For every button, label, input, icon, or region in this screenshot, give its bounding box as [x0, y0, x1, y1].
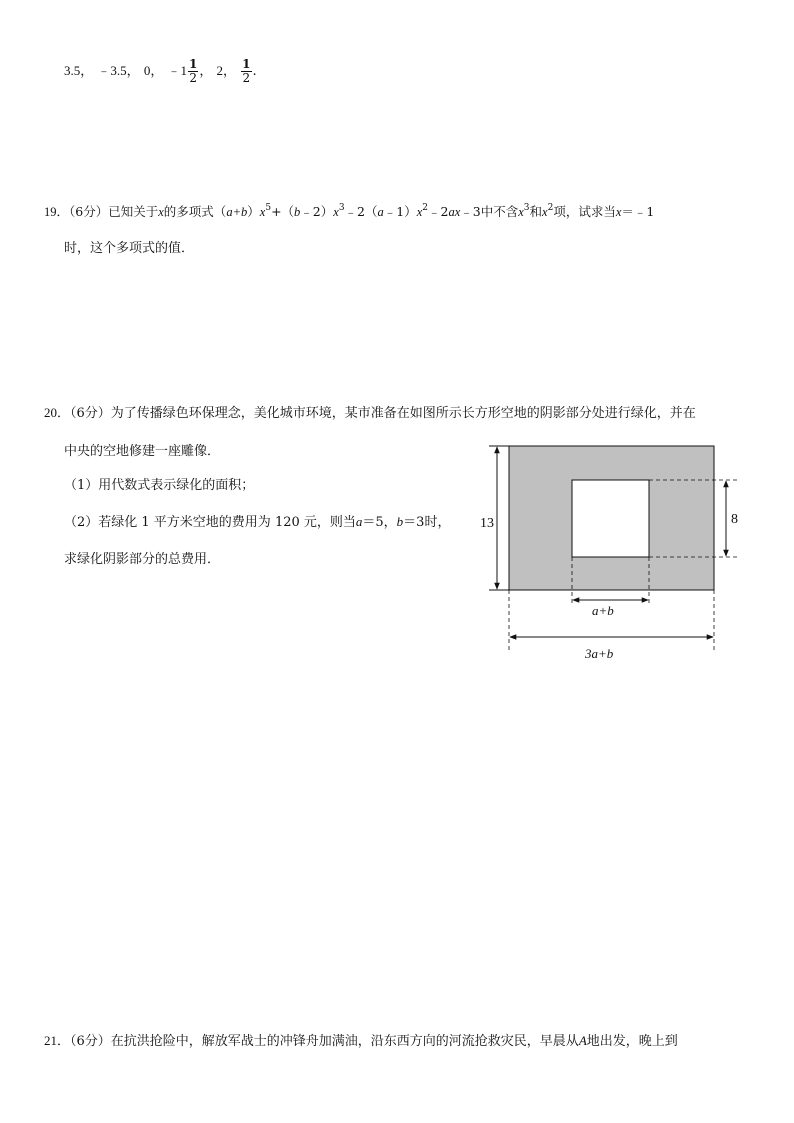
text: 在抗洪抢险中，解放军战士的冲锋舟加满油，沿东西方向的河流抢救灾民，早晨从 [110, 1034, 579, 1049]
period: . [252, 64, 257, 79]
var-a-plus-b: a+b [226, 205, 248, 219]
outer-rectangle-shaded [509, 446, 714, 590]
question-number: 20． [44, 405, 71, 420]
var-x: x [333, 205, 339, 219]
question-score: （6分） [70, 406, 111, 421]
var-ax: ax [448, 205, 461, 219]
var-x: x [259, 205, 266, 219]
text: （2）若绿化 1 平方米空地的费用为 120 元，则当 [64, 515, 356, 530]
var-x: x [615, 205, 622, 219]
var-a: a [355, 514, 363, 529]
fraction-half [188, 58, 198, 85]
separator: ， [199, 64, 213, 79]
var-b: b [294, 205, 301, 219]
text: ﹣2） [300, 204, 334, 219]
exponent: 2 [422, 203, 428, 213]
label-height-13: 13 [480, 516, 494, 531]
text: ＝﹣1 [621, 204, 655, 219]
separator: ， [150, 64, 164, 79]
q19-line-1 [44, 204, 654, 220]
text: +（ [271, 204, 295, 219]
text: ） [247, 204, 260, 219]
text: 的多项式（ [163, 204, 227, 219]
text: ＝3时， [403, 515, 451, 530]
fraction-denominator: 2 [189, 71, 197, 85]
q19-line-2: 时，这个多项式的值． [64, 241, 195, 256]
q18-answer-line [64, 58, 257, 85]
question-score: （6分） [70, 1034, 111, 1049]
q21-line-1 [44, 1033, 678, 1050]
label-inner-width: a+b [592, 603, 614, 618]
fraction-half [241, 58, 251, 85]
value-4-whole: ﹣1 [167, 63, 187, 78]
label-inner-height-8: 8 [731, 512, 738, 527]
value-2: ﹣3.5 [97, 63, 127, 78]
question-score: （6分） [69, 204, 109, 219]
separator: ， [80, 64, 94, 79]
label-outer-width: 3a+b [585, 646, 614, 661]
q20-line-1 [44, 405, 696, 422]
q20-line-2: 中央的空地修建一座雕像． [64, 444, 221, 459]
fraction-denominator: 2 [242, 71, 251, 85]
text: ﹣1） [383, 204, 417, 219]
text: ﹣2（ [344, 204, 378, 219]
exponent: 3 [338, 203, 345, 213]
text: ﹣2 [428, 204, 449, 219]
var-b: b [396, 514, 404, 529]
text: 为了传播绿色环保理念，美化城市环境，某市准备在如图所示长方形空地的阴影部分处进行绿化，并在 [110, 406, 696, 421]
question-number: 21． [44, 1033, 71, 1048]
separator: ， [223, 64, 237, 79]
text: 地出发，晚上到 [586, 1034, 678, 1049]
text: 已知关于 [108, 204, 159, 219]
text: ＝5， [362, 515, 397, 530]
var-a: a [377, 205, 384, 219]
var-x: x [518, 205, 524, 219]
value-1: 3.5 [64, 63, 81, 78]
var-x: x [416, 205, 423, 219]
exponent: 3 [523, 203, 530, 213]
text: ﹣3中不含 [460, 204, 519, 219]
var-x: x [542, 205, 548, 219]
text: 项，试求当 [553, 204, 616, 219]
dashed-guides [509, 480, 740, 650]
q20-part-2 [64, 514, 450, 531]
separator: ， [126, 64, 140, 79]
fraction-numerator: 1 [242, 57, 251, 71]
point-A: A [578, 1033, 587, 1048]
fraction-numerator: 1 [189, 57, 198, 71]
var-x: x [158, 205, 164, 219]
exponent: 2 [547, 203, 554, 213]
q20-part-1: （1）用代数式表示绿化的面积； [64, 478, 255, 493]
value-3: 0 [143, 63, 151, 78]
q20-part-2-line-2: 求绿化阴影部分的总费用． [64, 552, 221, 567]
question-number: 19． [44, 205, 70, 219]
value-5: 2 [216, 63, 224, 78]
inner-square-blank [572, 480, 649, 557]
exponent: 5 [265, 203, 272, 213]
text: 和 [529, 204, 543, 219]
